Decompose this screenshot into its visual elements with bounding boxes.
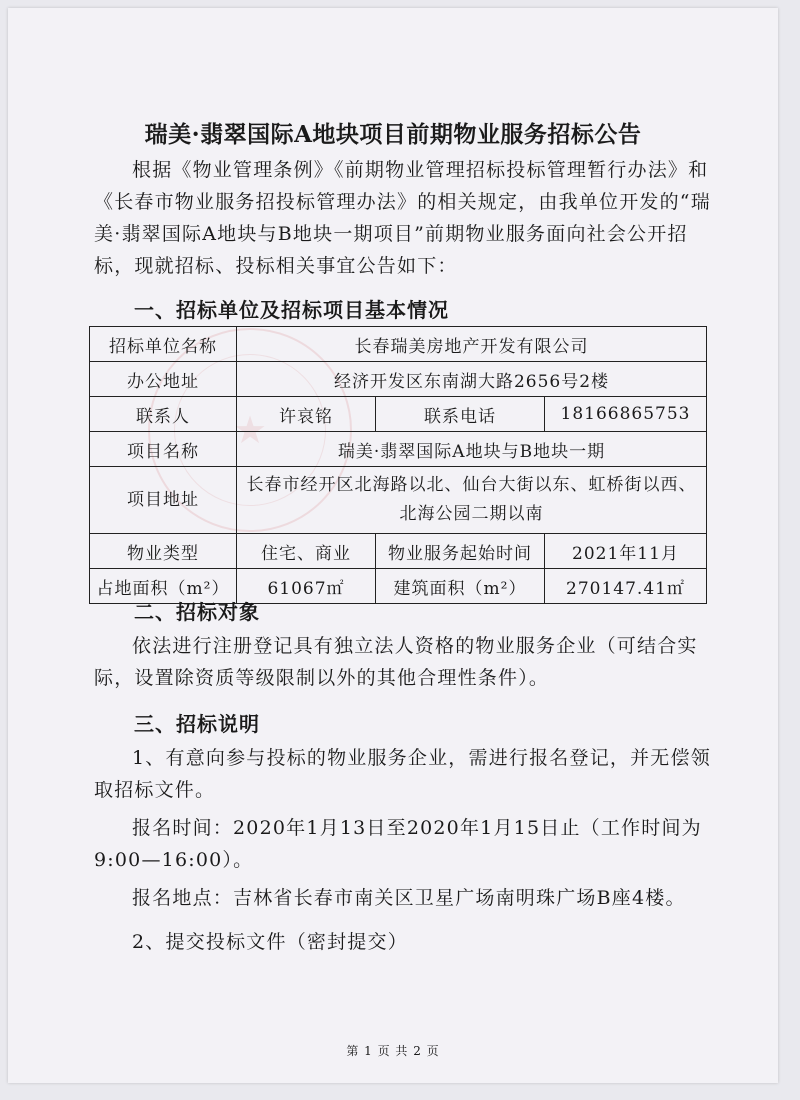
project-label: 项目名称 [90, 432, 237, 467]
section-2-text: 依法进行注册登记具有独立法人资格的物业服务企业（可结合实际，设置除资质等级限制以外的其他合理性条件）。 [94, 635, 698, 689]
land-area-label: 占地面积（m²） [90, 569, 237, 604]
registration-time: 报名时间：2020年1月13日至2020年1月15日止（工作时间为9:00—16:00）。 [94, 817, 702, 871]
phone-value: 18166865753 [545, 397, 707, 432]
build-area-value: 270147.41㎡ [545, 569, 707, 604]
seal-star-icon: ★ [232, 408, 268, 452]
intro-text: 根据《物业管理条例》《前期物业管理招标投标管理暂行办法》和《长春市物业服务招投标管理办法》的相关规定，由我单位开发的“瑞美·翡翠国际A地块与B地块一期项目”前期物业服务面向社会公开招标，现就招标、投标相关事宜公告如下： [94, 159, 711, 277]
address-label: 项目地址 [90, 467, 237, 534]
project-value: 瑞美·翡翠国际A地块与B地块一期 [237, 432, 707, 467]
table-row [90, 534, 707, 569]
page-title: 瑞美·翡翠国际A地块项目前期物业服务招标公告 [144, 121, 642, 148]
contact-value: 许哀铭 [237, 397, 376, 432]
intro-paragraph [94, 154, 714, 282]
table-row [90, 397, 707, 432]
section-3-body [94, 742, 714, 964]
project-info-table [89, 326, 707, 604]
section-2-body [94, 630, 714, 694]
section-3-heading: 三、招标说明 [134, 712, 260, 736]
unit-value: 长春瑞美房地产开发有限公司 [237, 327, 707, 362]
build-area-label: 建筑面积（m²） [376, 569, 545, 604]
unit-label: 招标单位名称 [90, 327, 237, 362]
page-number-footer: 第 1 页 共 2 页 [346, 1044, 440, 1058]
section-3-item-1: 1、有意向参与投标的物业服务企业，需进行报名登记，并无偿领取招标文件。 [94, 747, 711, 801]
section-2-heading: 二、招标对象 [134, 600, 260, 624]
document-page [8, 8, 778, 1083]
registration-location: 报名地点：吉林省长春市南关区卫星广场南明珠广场B座4楼。 [132, 887, 686, 909]
start-label: 物业服务起始时间 [376, 534, 545, 569]
section-1-heading: 一、招标单位及招标项目基本情况 [134, 298, 449, 322]
contact-label: 联系人 [90, 397, 237, 432]
phone-label: 联系电话 [376, 397, 545, 432]
type-value: 住宅、商业 [237, 534, 376, 569]
land-area-value: 61067㎡ [237, 569, 376, 604]
table-row [90, 362, 707, 397]
start-value: 2021年11月 [545, 534, 707, 569]
office-value: 经济开发区东南湖大路2656号2楼 [237, 362, 707, 397]
type-label: 物业类型 [90, 534, 237, 569]
section-3-item-2: 2、提交投标文件（密封提交） [132, 931, 408, 953]
table-row [90, 327, 707, 362]
table-row [90, 467, 707, 534]
table-row [90, 432, 707, 467]
address-value: 长春市经开区北海路以北、仙台大街以东、虹桥街以西、北海公园二期以南 [237, 467, 707, 534]
office-label: 办公地址 [90, 362, 237, 397]
